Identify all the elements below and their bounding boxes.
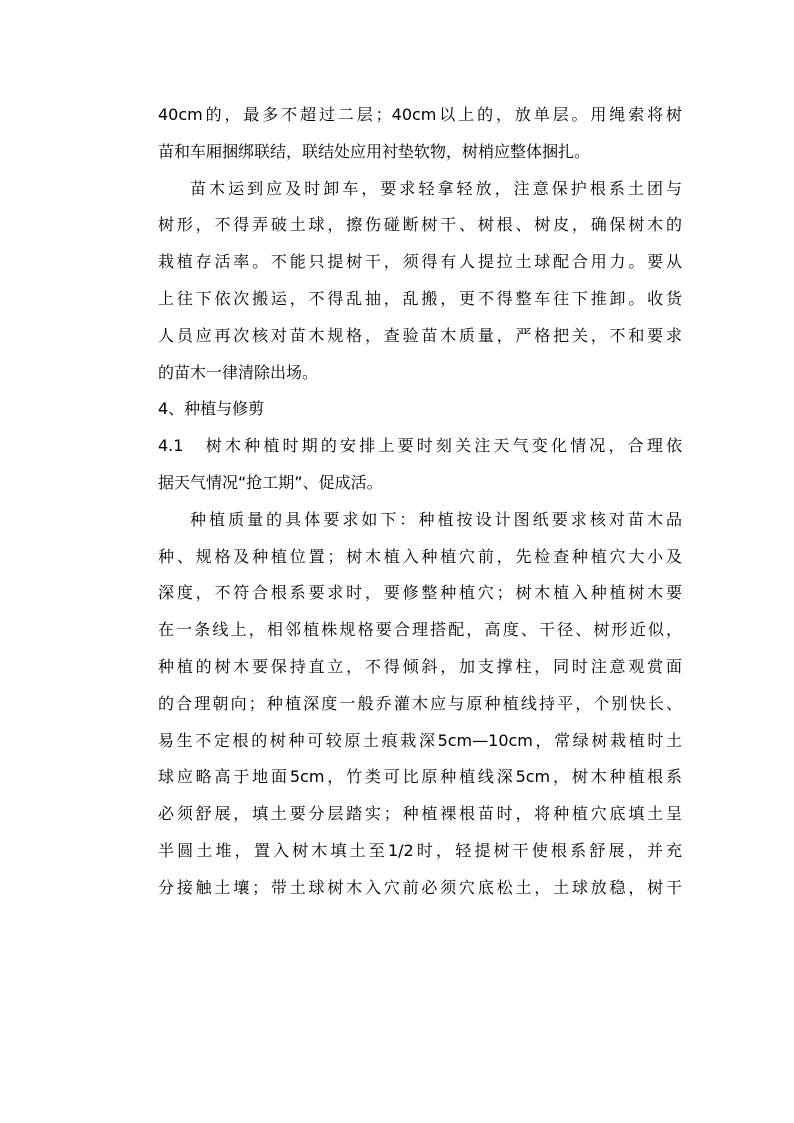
- text-line: 的苗木一律清除出场。: [158, 362, 319, 382]
- paragraph-planting-period: [158, 428, 682, 502]
- text-line: 苗和车厢捆绑联结，联结处应用衬垫软物，树梢应整体捆扎。: [158, 141, 591, 161]
- text-line: 栽植存活率。不能只提树干，须得有人提拉土球配合用力。要从: [158, 252, 682, 272]
- text-line: 必须舒展，填土要分层踏实；种植裸根苗时，将种植穴底填土呈: [158, 804, 682, 824]
- text-line: 种、规格及种植位置；树木植入种植穴前，先检查种植穴大小及: [158, 546, 682, 566]
- text-line: 树形，不得弄破土球，擦伤碰断树干、树根、树皮，确保树木的: [158, 215, 682, 235]
- text-line: 半圆土堆，置入树木填土至1/2时，轻提树干使根系舒展，并充: [158, 840, 682, 860]
- text-line: 深度，不符合根系要求时，要修整种植穴；树木植入种植树木要: [158, 583, 682, 603]
- section-heading-text: 4、种植与修剪: [158, 399, 265, 419]
- text-line: 种植质量的具体要求如下：种植按设计图纸要求核对苗木品: [190, 509, 682, 529]
- text-line: 的合理朝向；种植深度一般乔灌木应与原种植线持平，个别快长、: [158, 693, 682, 713]
- text-line: 种植的树木要保持直立，不得倾斜，加支撑柱，同时注意观赏面: [158, 656, 682, 676]
- paragraph-unloading: [158, 171, 682, 392]
- text-line: 球应略高于地面5cm，竹类可比原种植线深5cm，树木种植根系: [158, 767, 682, 787]
- paragraph-planting-quality: [158, 502, 682, 907]
- document-body: [158, 97, 682, 907]
- text-line: 苗木运到应及时卸车，要求轻拿轻放，注意保护根系土团与: [190, 178, 682, 198]
- text-line: 分接触土壤；带土球树木入穴前必须穴底松土，土球放稳，树干: [158, 877, 682, 897]
- section-heading: [158, 391, 682, 428]
- text-line: 4.1 树木种植时期的安排上要时刻关注天气变化情况，合理依: [158, 436, 682, 456]
- text-line: 据天气情况“抢工期”、促成活。: [158, 472, 383, 492]
- text-line: 40cm的，最多不超过二层；40cm以上的，放单层。用绳索将树: [158, 105, 682, 124]
- text-line: 在一条线上，相邻植株规格要合理搭配，高度、干径、树形近似，: [158, 620, 682, 640]
- paragraph-transport-loading: [158, 97, 682, 171]
- text-line: 人员应再次核对苗木规格，查验苗木质量，严格把关，不和要求: [158, 325, 682, 345]
- text-line: 易生不定根的树种可较原土痕栽深5cm—10cm，常绿树栽植时土: [158, 730, 682, 750]
- text-line: 上往下依次搬运，不得乱抽，乱搬，更不得整车往下推卸。收货: [158, 288, 682, 308]
